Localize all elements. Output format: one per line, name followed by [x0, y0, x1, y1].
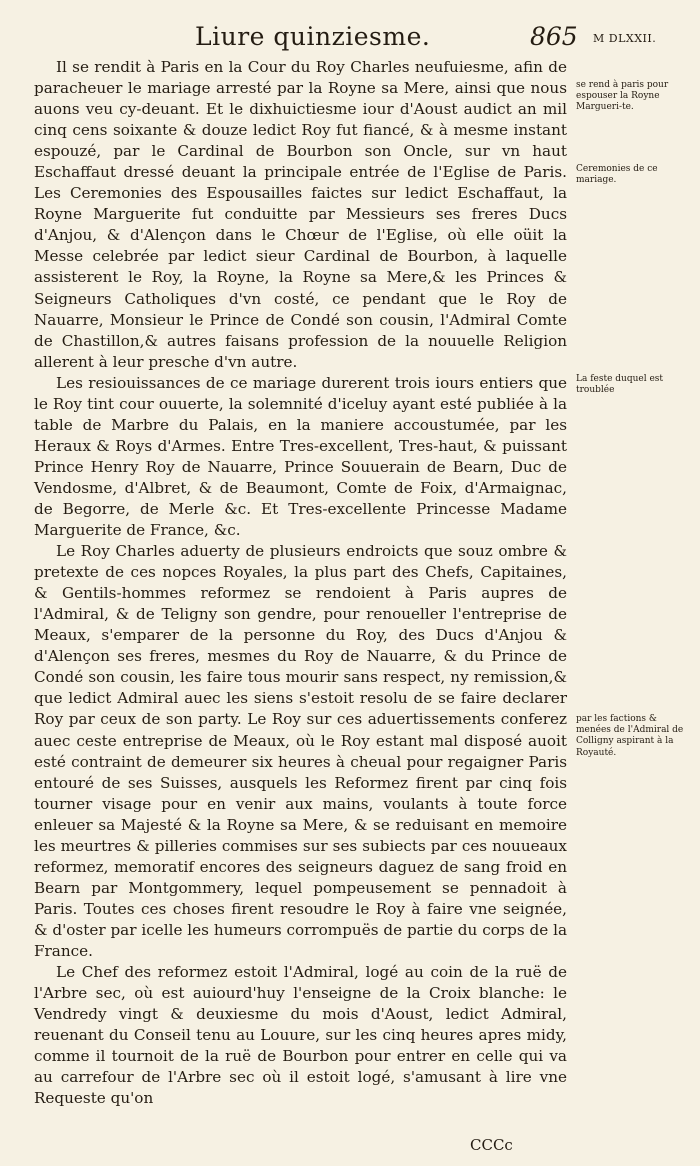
paragraph-marriage: Il se rendit à Paris en la Cour du Roy Charles neufuiesme, afin de paracheuer le mariage arresté par la Royne sa Mere, ainsi que nous auons veu cy-deuant. Et le dixhuictiesme iour d'Aoust audict an mil cinq cens soixante & douze ledict Roy fut fiancé, & à mesme instant espouzé, par le Cardinal de Bourbon son Oncle, sur vn haut Eschaffaut dressé deuant la principale entrée de l'Eglise de Paris. Les Ceremonies des Espousailles faictes sur ledict Eschaffaut, la Royne Marguerite fut conduitte par Messieurs ses freres Ducs d'Anjou, & d'Alençon dans le Chœur de l'Eglise, où elle oüit la Messe celebrée par ledict sieur Cardinal de Bourbon, à laquelle assisterent le Roy, la Royne, la Royne sa Mere,& les Princes & Seigneurs Catholiques d'vn costé, ce pendant que le Roy de Nauarre, Monsieur le Prince de Condé son cousin, l'Admiral Comte de Chastillon,& autres faisans profession de la nouuelle Religion allerent à leur presche d'vn autre. — [34, 58, 567, 371]
paragraph-plot: Le Roy Charles aduerty de plusieurs endroicts que souz ombre & pretexte de ces nopces Royales, la plus part des Chefs, Capitaines, & Gentils-hommes reformez se rendoient à Paris aupres de l'Admiral, & de Teligny son gendre, pour renoueller l'entreprise de Meaux, s'emparer de la personne du Roy, des Ducs d'Anjou & d'Alençon ses freres, mesmes du Roy de Nauarre, & du Prince de Condé son cousin, les faire tous mourir sans respect, ny remission,& que ledict Admiral auec les siens s'estoit resolu de se faire declarer Roy par ceux de son party. Le Roy sur ces aduertissements conferez auec ceste entreprise de Meaux, où le Roy estant mal disposé auoit esté contraint de demeurer six heures à cheual pour regaigner Paris entouré de ses Suisses, ausquels les Reformez firent par cinq fois tourner visage pour en venir aux mains, voulants à toute force enleuer sa Majesté & la Royne sa Mere, & se reduisant en memoire les meurtres & pilleries commises sur ses subiects par ces nouueaux reformez, memoratif encores des seigneurs daguez de sang froid en Bearn par Montgommery, lequel pompeusement se pennadoit à Paris. Toutes ces choses firent resoudre le Roy à faire vne seignée, & d'oster par icelle les humeurs corrompuës de partie du corps de la France. — [34, 542, 567, 960]
margin-note-feast: La feste duquel est troublée — [576, 374, 664, 396]
year-marker: M DLXXII. — [593, 32, 657, 45]
catchword: CCCc — [470, 1136, 513, 1154]
page-number: 865 — [530, 22, 578, 51]
paragraph-festivities: Les resiouissances de ce mariage durerent trois iours entiers que le Roy tint cour ouuerte, la solemnité d'iceluy ayant esté publiée à la table de Marbre du Palais, en la maniere accoustumée, par les Heraux & Roys d'Armes. Entre Tres-excellent, Tres-haut, & puissant Prince Henry Roy de Nauarre, Prince Souuerain de Bearn, Duc de Vendosme, d'Albret, & de Beaumont, Comte de Foix, d'Armaignac, de Begorre, de Merle &c. Et Tres-excellente Princesse Madame Marguerite de France, &c. — [34, 373, 567, 540]
page-header — [0, 22, 700, 62]
margin-note-factions: par les factions & menées de l'Admiral de Colligny aspirant à la Royauté. — [576, 714, 684, 758]
paragraph-admiral: Le Chef des reformez estoit l'Admiral, logé au coin de la ruë de l'Arbre sec, où est auiourd'huy l'enseigne de la Croix blanche: le Vendredy vingt & deuxiesme du mois d'Aoust, ledict Admiral, reuenant du Conseil tenu au Louure, sur les cinq heures apres midy, comme il tournoit de la ruë de Bourbon pour entrer en celle qui va au carrefour de l'Arbre sec où il estoit logé, s'amusant à lire vne Requeste qu'on — [34, 963, 567, 1108]
margin-note-ceremonies: Ceremonies de ce mariage. — [576, 164, 658, 186]
running-title: Liure quinziesme. — [195, 22, 431, 51]
margin-note-paris: se rend à paris pour espouser la Royne Margueri-te. — [576, 80, 669, 113]
main-text-column — [34, 57, 567, 1109]
